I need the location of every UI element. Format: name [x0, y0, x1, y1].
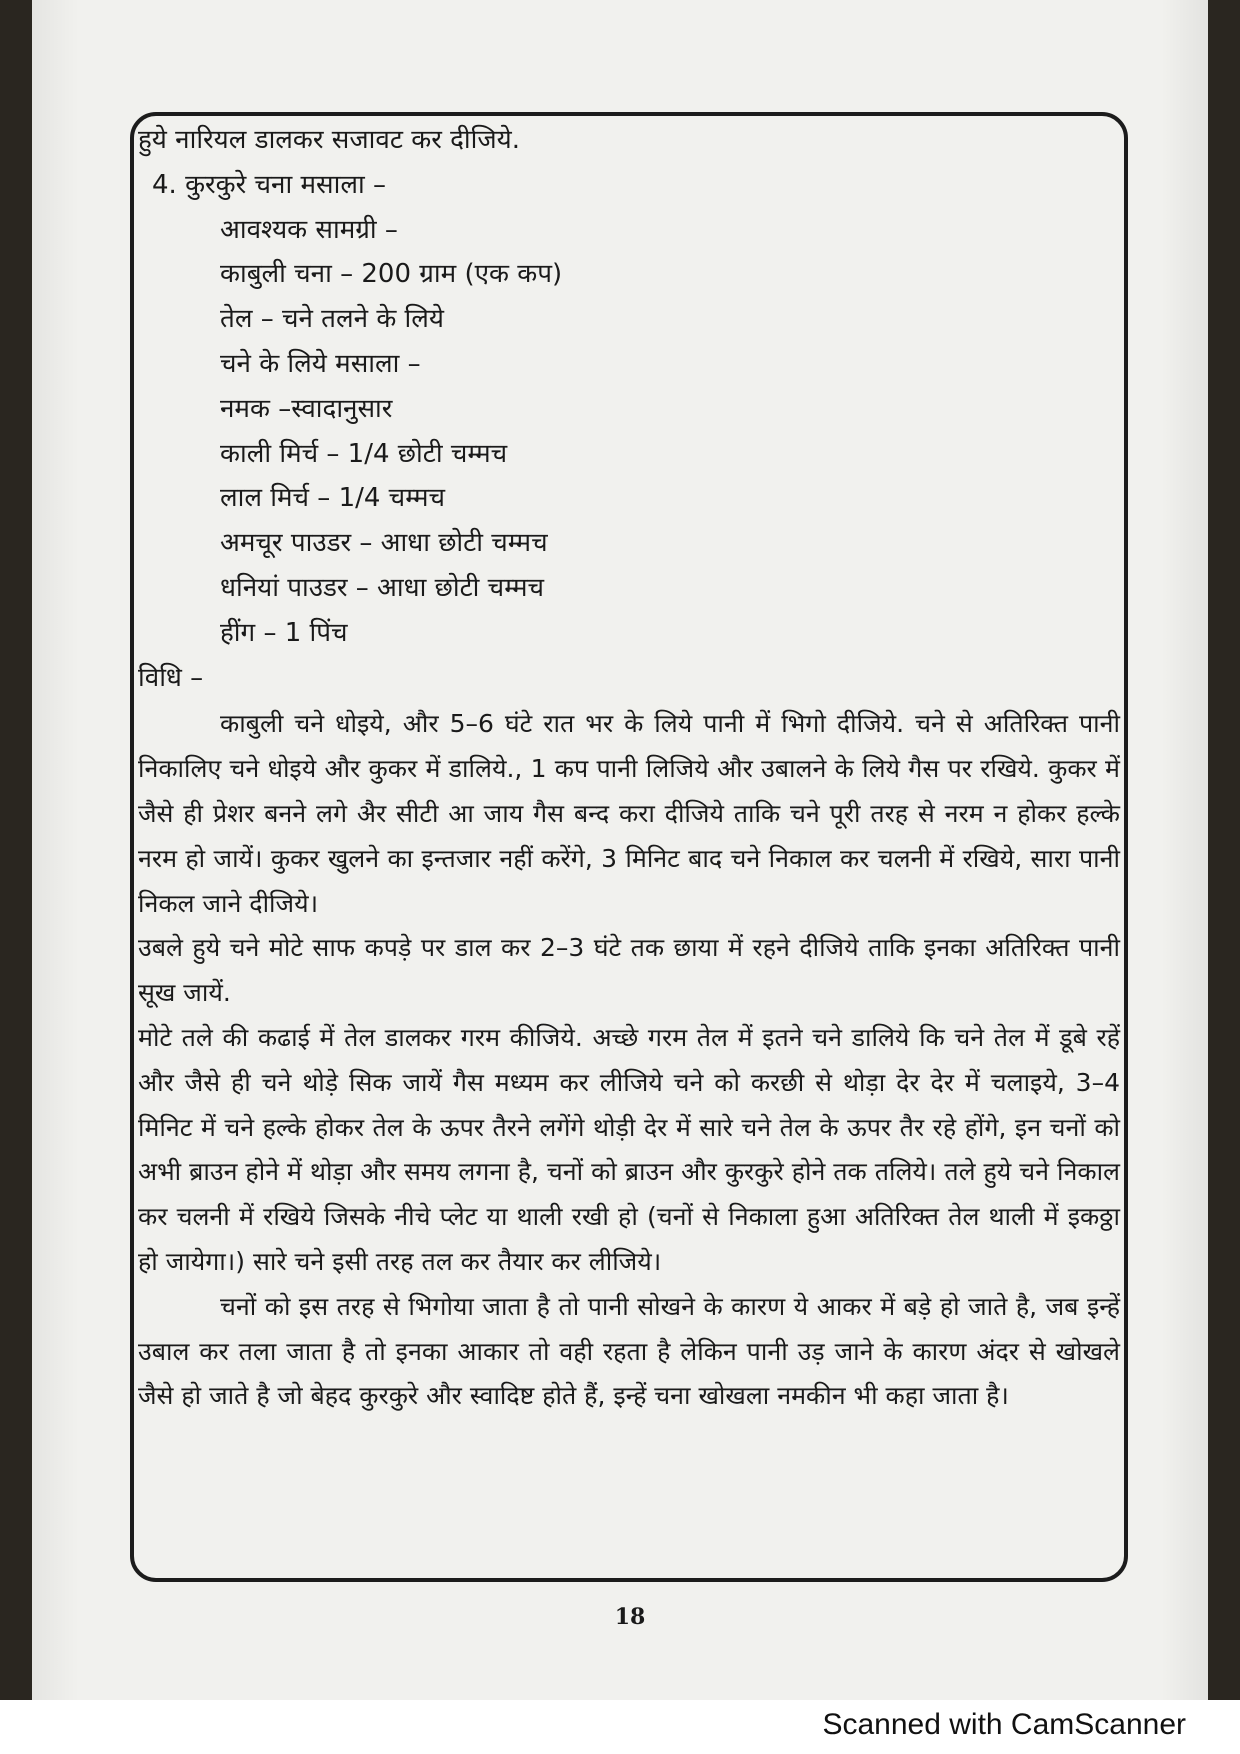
- page-number: 18: [614, 1604, 646, 1630]
- method-paragraph: चनों को इस तरह से भिगोया जाता है तो पानी सोखने के कारण ये आकर में बड़े हो जाते है, जब इन्हें उबाल कर तला जाता है तो इनका आकार तो वही रहता है लेकिन पानी उड़ जाने के कारण अंदर से खोखले जैसे हो जाते है जो बेहद कुरकुरे और स्वादिष्ट होते हैं, इन्हें चना खोखला नमकीन भी कहा जाता है।: [138, 1291, 1120, 1411]
- ingredient-item: तेल – चने तलने के लिये: [220, 304, 444, 335]
- method-paragraph: काबुली चने धोइये, और 5–6 घंटे रात भर के लिये पानी में भिगो दीजिये. चने से अतिरिक्त पानी निकालिए चने धोइये और कुकर में डालिये., 1 कप पानी लिजिये और उबालने के लिये गैस पर रखिये. कुकर में जैसे ही प्रेशर बनने लगे अैर सीटी आ जाय गैस बन्द करा दीजिये ताकि चने पूरी तरह से नरम न होकर हल्के नरम हो जायें। कुकर खुलने का इन्तजार नहीं करेंगे, 3 मिनिट बाद चने निकाल कर चलनी में रखिये, सारा पानी निकल जाने दीजिये।: [138, 709, 1120, 918]
- method-heading: विधि –: [138, 662, 204, 693]
- ingredient-item: काली मिर्च – 1/4 छोटी चम्मच: [220, 438, 508, 469]
- ingredient-item: लाल मिर्च – 1/4 चम्मच: [220, 483, 446, 514]
- method-paragraph: मोटे तले की कढाई में तेल डालकर गरम कीजिये. अच्छे गरम तेल में इतने चने डालिये कि चने तेल में डूबे रहें और जैसे ही चने थोड़े सिक जायें गैस मध्यम कर लीजिये चने को करछी से थोड़ा देर देर में चलाइये, 3–4 मिनिट में चने हल्के होकर तेल के ऊपर तैरने लगेंगे थोड़ी देर में सारे चने तेल के ऊपर तैर रहे होंगे, इन चनों को अभी ब्राउन होने में थोड़ा और समय लगना है, चनों को ब्राउन और कुरकुरे होने तक तलिये। तले हुये चने निकाल कर चलनी में रखिये जिसके नीचे प्लेट या थाली रखी हो (चनों से निकाला हुआ अतिरिक्त तेल थाली में इकठ्ठा हो जायेगा।) सारे चने इसी तरह तल कर तैयार कर लीजिये।: [138, 1022, 1120, 1276]
- ingredient-item: चने के लिये मसाला –: [220, 348, 421, 379]
- intro-line: हुये नारियल डालकर सजावट कर दीजिये.: [138, 125, 520, 155]
- method-paragraph: उबले हुये चने मोटे साफ कपड़े पर डाल कर 2–3 घंटे तक छाया में रहने दीजिये ताकि इनका अतिरिक्त पानी सूख जायें.: [138, 933, 1120, 1008]
- ingredient-item: हींग – 1 पिंच: [220, 617, 348, 648]
- ingredient-item: अमचूर पाउडर – आधा छोटी चम्मच: [220, 528, 548, 559]
- ingredient-item: काबुली चना – 200 ग्राम (एक कप): [220, 259, 563, 290]
- ingredients-heading: आवश्यक सामग्री –: [220, 214, 398, 245]
- ingredients-list: [138, 252, 1120, 655]
- ingredient-item: नमक –स्वादानुसार: [220, 393, 393, 424]
- ingredient-item: धनियां पाउडर – आधा छोटी चम्मच: [220, 572, 545, 603]
- recipe-heading: 4. कुरकुरे चना मसाला –: [152, 169, 386, 200]
- page-content: [138, 118, 1120, 1419]
- method-text: [138, 702, 1120, 1419]
- camscanner-watermark: Scanned with CamScanner: [822, 1708, 1186, 1741]
